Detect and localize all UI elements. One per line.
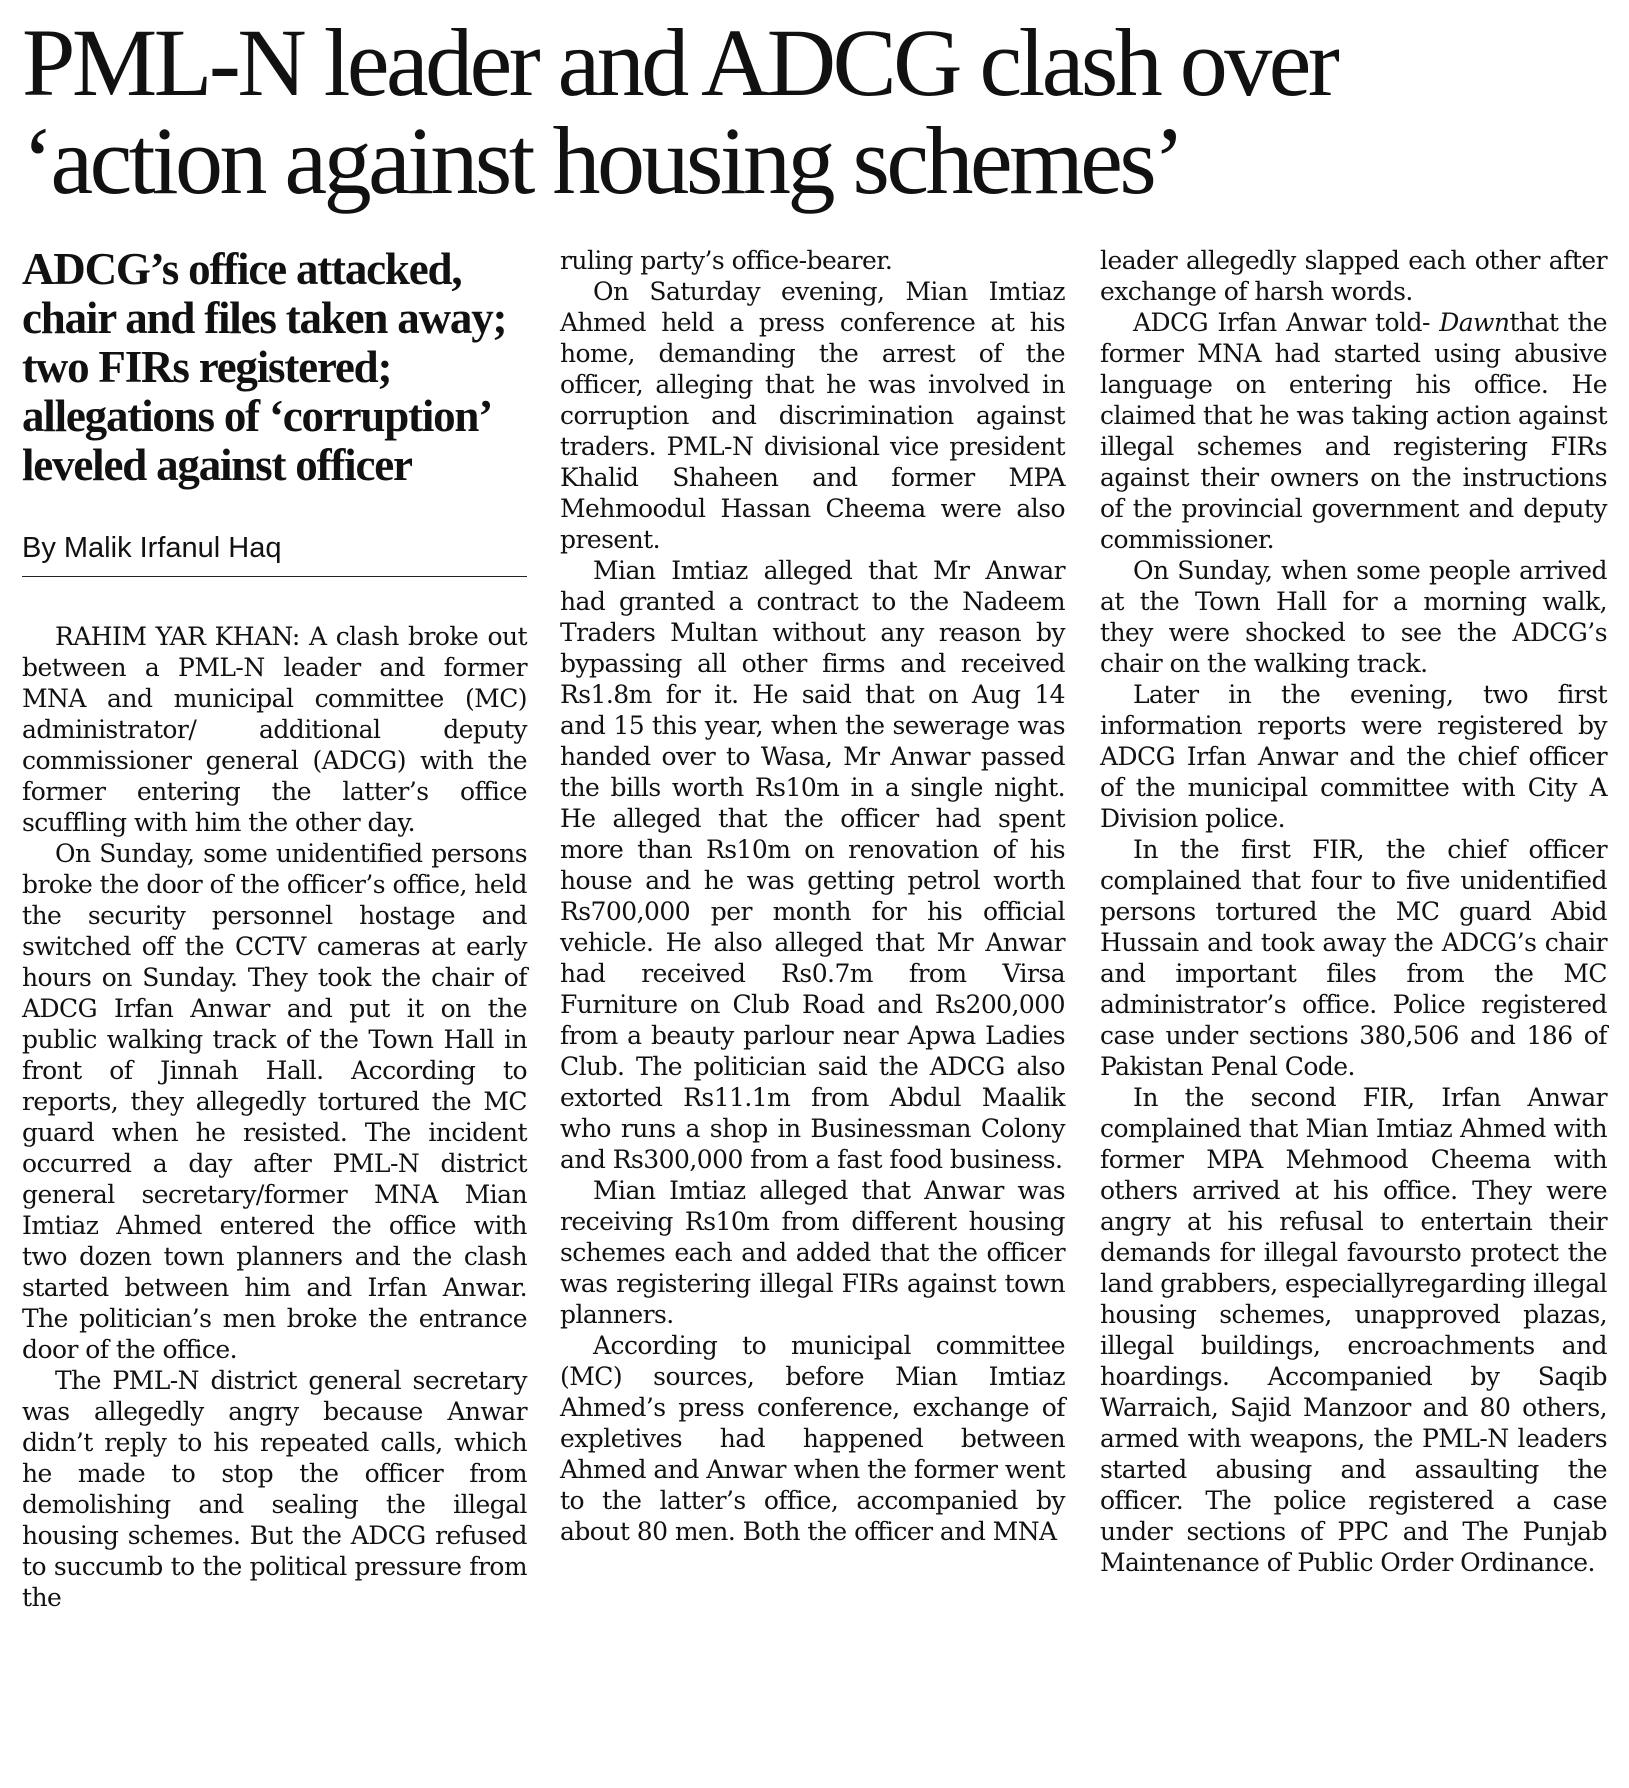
- newspaper-name: Dawn: [1439, 308, 1510, 337]
- paragraph: On Sunday, when some people arrived at the Town Hall for a morning walk, they were shocked to see the ADCG’s chair on the walking track.: [1100, 556, 1607, 678]
- paragraph: In the first FIR, the chief officer complained that four to five unidentified persons tortured the MC guard Abid Hussain and took away the ADCG’s chair and important files from the MC administrator’s office. Police registered case under sections 380,506 and 186 of Pakistan Penal Code.: [1100, 835, 1607, 1081]
- column-1: [22, 245, 527, 1613]
- column-2: [560, 245, 1065, 1547]
- headline-line-1: PML-N leader and ADCG clash over: [22, 9, 1337, 116]
- column-3: [1100, 245, 1607, 1578]
- paragraph: Mian Imtiaz alleged that Anwar was receiving Rs10m from different housing schemes each and added that the officer was registering illegal FIRs against town planners.: [560, 1176, 1065, 1329]
- paragraph: In the second FIR, Irfan Anwar complained that Mian Imtiaz Ahmed with former MPA Mehmood Cheema with others arrived at his office. They were angry at his refusal to entertain their demands for illegal favoursto protect the land grabbers, especiallyregarding illegal housing schemes, unapproved plazas, illegal buildings, encroachments and hoardings. Accompanied by Saqib Warraich, Sajid Manzoor and 80 others, armed with weapons, the PML-N leaders started abusing and assaulting the officer. The police registered a case under sections of PPC and The Punjab Maintenance of Public Order Ordinance.: [1100, 1083, 1607, 1577]
- paragraph: On Saturday evening, Mian Imtiaz Ahmed held a press conference at his home, demanding the arrest of the officer, alleging that he was involved in corruption and discrimination against traders. PML-N divisional vice president Khalid Shaheen and former MPA Mehmoodul Hassan Cheema were also present.: [560, 277, 1065, 554]
- paragraph: The PML-N district general secretary was allegedly angry because Anwar didn’t reply to his repeated calls, which he made to stop the officer from demolishing and sealing the illegal housing schemes. But the ADCG refused to succumb to the political pressure from the: [22, 1366, 527, 1612]
- paragraph: Later in the evening, two first information reports were registered by ADCG Irfan Anwar and the chief officer of the municipal committee with City A Division police.: [1100, 680, 1607, 833]
- paragraph-text: ADCG Irfan Anwar told-: [1133, 308, 1430, 337]
- paragraph: According to municipal committee (MC) sources, before Mian Imtiaz Ahmed’s press conference, exchange of expletives had happened between Ahmed and Anwar when the former went to the latter’s office, accompanied by about 80 men. Both the officer and MNA: [560, 1331, 1065, 1546]
- paragraph: ruling party’s office-bearer.: [560, 246, 893, 275]
- byline: By Malik Irfanul Haq: [22, 528, 527, 577]
- headline-line-2: ‘action against housing schemes’: [22, 107, 1182, 214]
- paragraph: RAHIM YAR KHAN: A clash broke out between a PML-N leader and former MNA and municipal committee (MC) administrator/ additional deputy commissioner general (ADCG) with the former entering the latter’s office scuffling with him the other day.: [22, 622, 527, 837]
- headline: [22, 9, 1612, 214]
- column-1-body: [22, 621, 527, 1613]
- paragraph: [1100, 307, 1607, 555]
- paragraph-text: that the former MNA had started using abusive language on entering his office. He claimed that he was taking action against illegal schemes and registering FIRs against their owners on the instructions of the provincial government and deputy commissioner.: [1100, 308, 1607, 554]
- paragraph: leader allegedly slapped each other after exchange of harsh words.: [1100, 246, 1607, 306]
- subheadline: ADCG’s office attacked, chair and files taken away; two FIRs registered; allegations of ‘corruption’ leveled against officer: [22, 244, 507, 490]
- paragraph: On Sunday, some unidentified persons broke the door of the officer’s office, held the security personnel hostage and switched off the CCTV cameras at early hours on Sunday. They took the chair of ADCG Irfan Anwar and put it on the public walking track of the Town Hall in front of Jinnah Hall. According to reports, they allegedly tortured the MC guard when he resisted. The incident occurred a day after PML-N district general secretary/former MNA Mian Imtiaz Ahmed entered the office with two dozen town planners and the clash started between him and Irfan Anwar. The politician’s men broke the entrance door of the office.: [22, 839, 527, 1364]
- paragraph: Mian Imtiaz alleged that Mr Anwar had granted a contract to the Nadeem Traders Multan without any reason by bypassing all other firms and received Rs1.8m for it. He said that on Aug 14 and 15 this year, when the sewerage was handed over to Wasa, Mr Anwar passed the bills worth Rs10m in a single night. He alleged that the officer had spent more than Rs10m on renovation of his house and he was getting petrol worth Rs700,000 per month for his official vehicle. He also alleged that Mr Anwar had received Rs0.7m from Virsa Furniture on Club Road and Rs200,000 from a beauty parlour near Apwa Ladies Club. The politician said the ADCG also extorted Rs11.1m from Abdul Maalik who runs a shop in Businessman Colony and Rs300,000 from a fast food business.: [560, 556, 1065, 1174]
